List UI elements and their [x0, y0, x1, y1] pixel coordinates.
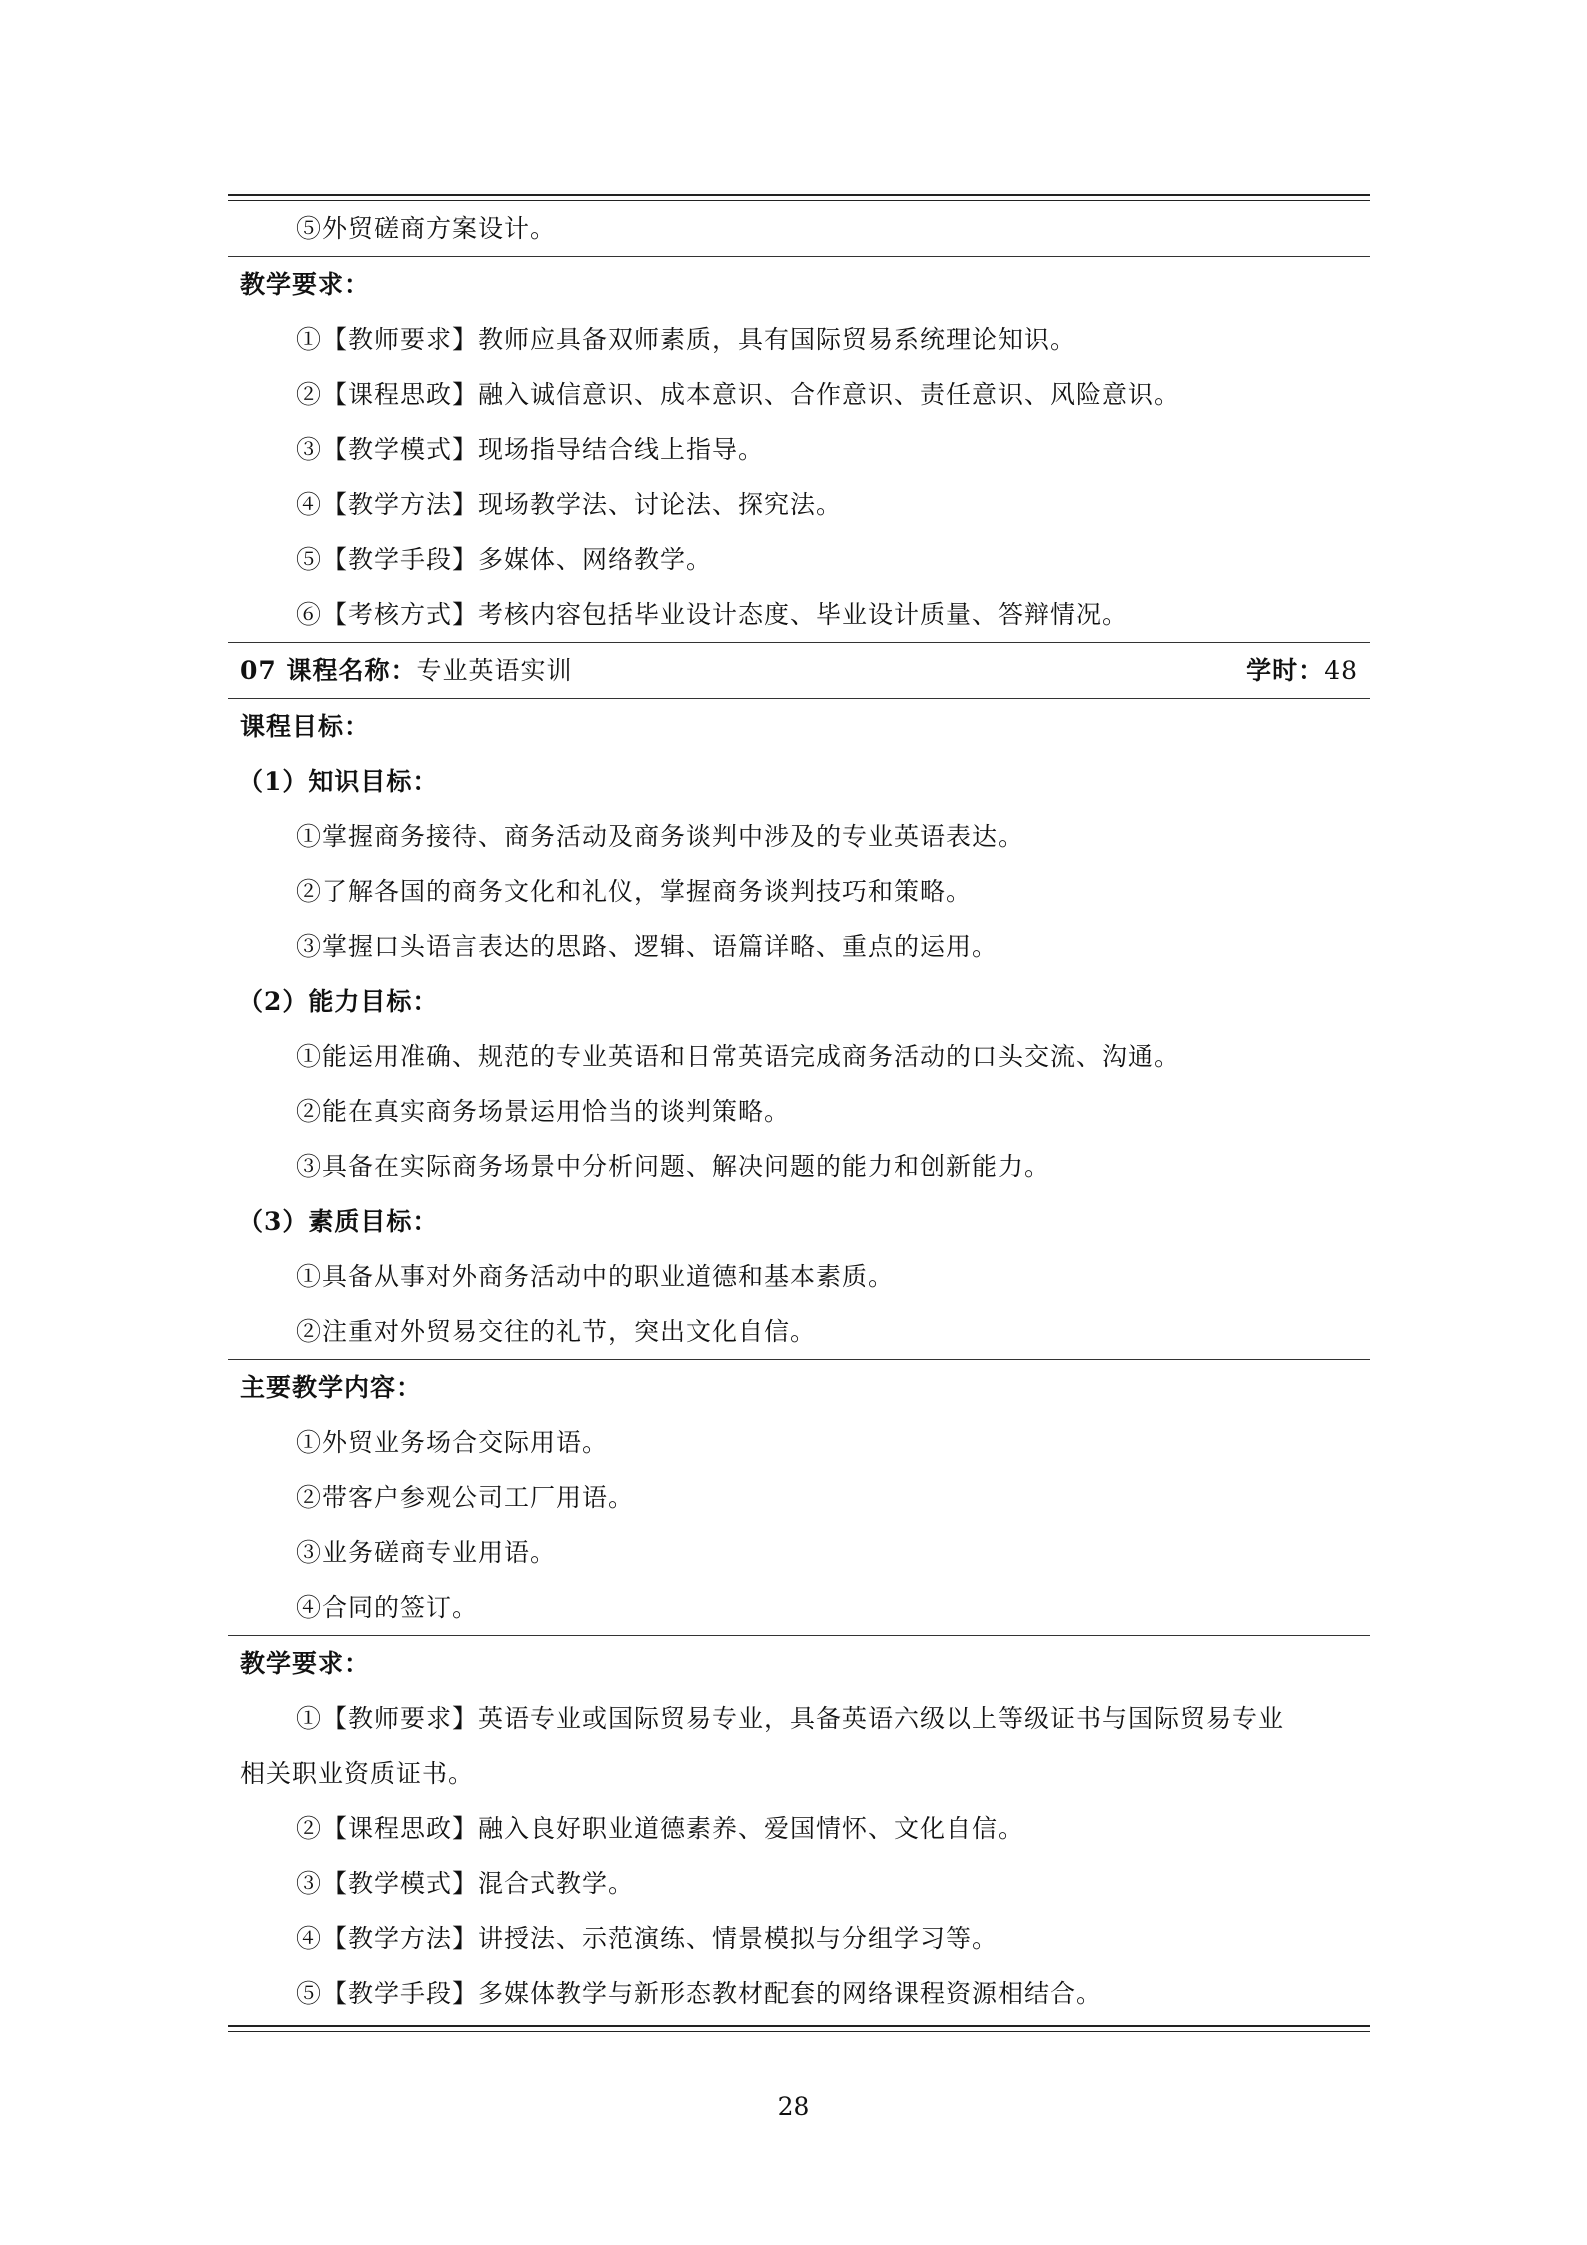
top-item: ⑤外贸磋商方案设计。 — [296, 214, 557, 243]
goal-item: ②了解各国的商务文化和礼仪，掌握商务谈判技巧和策略。 — [296, 877, 973, 906]
goal-item: ①具备从事对外商务活动中的职业道德和基本素质。 — [296, 1262, 895, 1291]
content-item: ②带客户参观公司工厂用语。 — [296, 1483, 635, 1512]
subheading-ability-goals: （2）能力目标： — [238, 987, 439, 1016]
requirement-item-continuation: 相关职业资质证书。 — [240, 1759, 475, 1788]
goal-item: ②能在真实商务场景运用恰当的谈判策略。 — [296, 1097, 791, 1126]
course-name-label: 07 课程名称： — [240, 656, 417, 685]
goal-item: ②注重对外贸易交往的礼节，突出文化自信。 — [296, 1317, 817, 1346]
course-hours-label: 学时： — [1246, 656, 1325, 685]
goal-item: ③掌握口头语言表达的思路、逻辑、语篇详略、重点的运用。 — [296, 932, 999, 961]
top-double-rule — [228, 194, 1370, 201]
course-name-value: 专业英语实训 — [416, 656, 573, 685]
requirement-item: ②【课程思政】融入诚信意识、成本意识、合作意识、责任意识、风险意识。 — [296, 380, 1181, 409]
content-item: ①外贸业务场合交际用语。 — [296, 1428, 609, 1457]
requirement-item: ④【教学方法】现场教学法、讨论法、探究法。 — [296, 490, 843, 519]
requirement-item: ⑤【教学手段】多媒体教学与新形态教材配套的网络课程资源相结合。 — [296, 1979, 1103, 2008]
requirement-item: ④【教学方法】讲授法、示范演练、情景模拟与分组学习等。 — [296, 1924, 999, 1953]
section-heading-requirements-2: 教学要求： — [240, 1649, 371, 1678]
requirement-item: ③【教学模式】现场指导结合线上指导。 — [296, 435, 765, 464]
section-heading-goals: 课程目标： — [240, 712, 371, 741]
goal-item: ③具备在实际商务场景中分析问题、解决问题的能力和创新能力。 — [296, 1152, 1051, 1181]
course-name — [240, 643, 573, 698]
requirement-item: ①【教师要求】教师应具备双师素质，具有国际贸易系统理论知识。 — [296, 325, 1077, 354]
subheading-knowledge-goals: （1）知识目标： — [238, 767, 439, 796]
content-item: ④合同的签订。 — [296, 1593, 479, 1622]
goal-item: ①掌握商务接待、商务活动及商务谈判中涉及的专业英语表达。 — [296, 822, 1025, 851]
requirement-item: ①【教师要求】英语专业或国际贸易专业，具备英语六级以上等级证书与国际贸易专业 — [296, 1704, 1285, 1733]
requirement-item: ⑤【教学手段】多媒体、网络教学。 — [296, 545, 713, 574]
course-hours-value: 48 — [1324, 656, 1358, 685]
content-item: ③业务磋商专业用语。 — [296, 1538, 557, 1567]
requirement-item: ③【教学模式】混合式教学。 — [296, 1869, 635, 1898]
course-header-row — [228, 643, 1370, 698]
course-hours — [1246, 643, 1358, 698]
page-number: 28 — [777, 2092, 810, 2121]
goal-item: ①能运用准确、规范的专业英语和日常英语完成商务活动的口头交流、沟通。 — [296, 1042, 1181, 1071]
section-heading-content: 主要教学内容： — [240, 1373, 423, 1402]
document-body — [228, 194, 1370, 2032]
bottom-double-rule — [228, 2025, 1370, 2032]
requirement-item: ②【课程思政】融入良好职业道德素养、爱国情怀、文化自信。 — [296, 1814, 1025, 1843]
subheading-quality-goals: （3）素质目标： — [238, 1207, 439, 1236]
section-heading-requirements-1: 教学要求： — [240, 270, 371, 299]
requirement-item: ⑥【考核方式】考核内容包括毕业设计态度、毕业设计质量、答辩情况。 — [296, 600, 1129, 629]
